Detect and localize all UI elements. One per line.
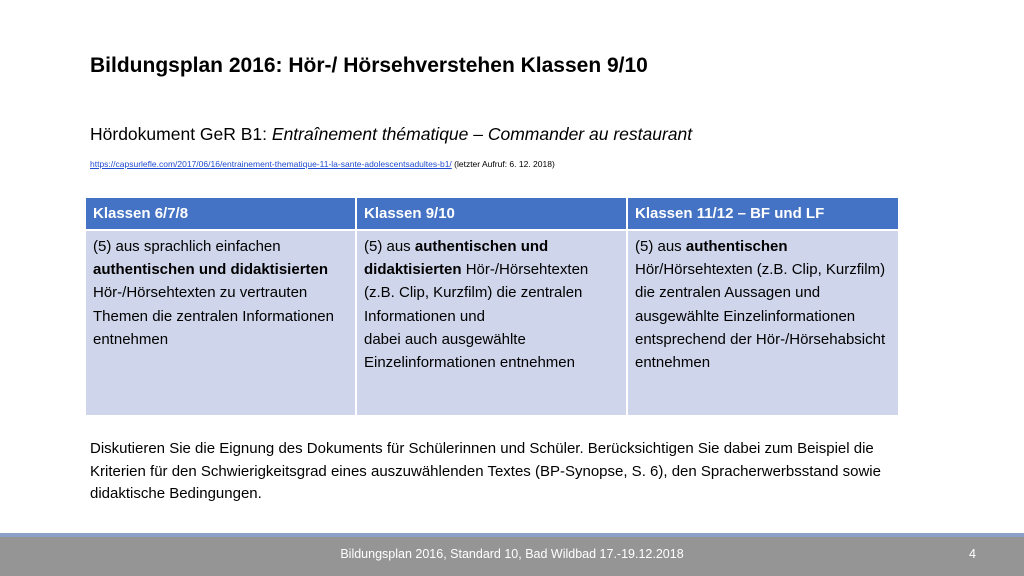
cell-klassen-6-7-8 [86, 231, 357, 415]
cell-text: Hör/Hörsehtexten (z.B. Clip, Kurzfilm) die zentralen Aussagen und ausgewählte Einzelinformationen entsprechend der Hör-/Hörsehabsicht entnehmen [635, 261, 886, 372]
header-klassen-11-12: Klassen 11/12 – BF und LF [628, 198, 898, 231]
footer-bar [0, 537, 1024, 576]
subtitle-prefix: Hördokument GeR B1: [90, 124, 272, 144]
cell-text: (5) aus [364, 238, 415, 255]
task-text: Diskutieren Sie die Eignung des Dokuments für Schülerinnen und Schüler. Berücksichtigen Sie dabei zum Beispiel die Kriterien für den Schwierigkeitsgrad eines auszuwählenden Textes (BP-Synopse, S. 6), den Spracherwerbsstand sowie didaktische Bedingungen. [90, 440, 881, 502]
cell-klassen-11-12 [628, 231, 898, 415]
source-line [90, 159, 555, 169]
cell-text: (5) aus sprachlich einfachen [93, 238, 281, 255]
cell-text: (5) aus [635, 238, 686, 255]
header-klassen-9-10: Klassen 9/10 [357, 198, 628, 231]
table-header-row [86, 198, 898, 231]
slide-subtitle [90, 124, 692, 145]
cell-bold-text: authentischen und didaktisierten [93, 261, 329, 279]
source-note: (letzter Aufruf: 6. 12. 2018) [451, 159, 555, 169]
cell-bold-text: authentischen [685, 238, 788, 255]
source-link[interactable]: https://capsurlefle.com/2017/06/16/entrainement-thematique-11-la-sante-adolescentsadultes-b1/ [90, 159, 452, 169]
cell-text: dabei auch ausgewählte Einzelinformationen entnehmen [364, 330, 575, 372]
header-klassen-6-7-8: Klassen 6/7/8 [86, 198, 357, 231]
subtitle-italic: Entraînement thématique – Commander au restaurant [271, 124, 693, 144]
competence-table [86, 198, 898, 415]
cell-text: Hör-/Hörsehtexten (z.B. Clip, Kurzfilm) die zentralen Informationen und [364, 261, 589, 325]
table-row [86, 231, 898, 415]
cell-text: Hör-/Hörsehtexten zu vertrauten Themen die zentralen Informationen entnehmen [93, 284, 334, 348]
footer-text: Bildungsplan 2016, Standard 10, Bad Wildbad 17.-19.12.2018 [340, 547, 684, 561]
cell-klassen-9-10 [357, 231, 628, 415]
cell-bold-text: authentischen und didaktisierten [364, 238, 549, 279]
slide-title: Bildungsplan 2016: Hör-/ Hörsehverstehen Klassen 9/10 [90, 54, 648, 77]
page-number: 4 [969, 547, 976, 561]
